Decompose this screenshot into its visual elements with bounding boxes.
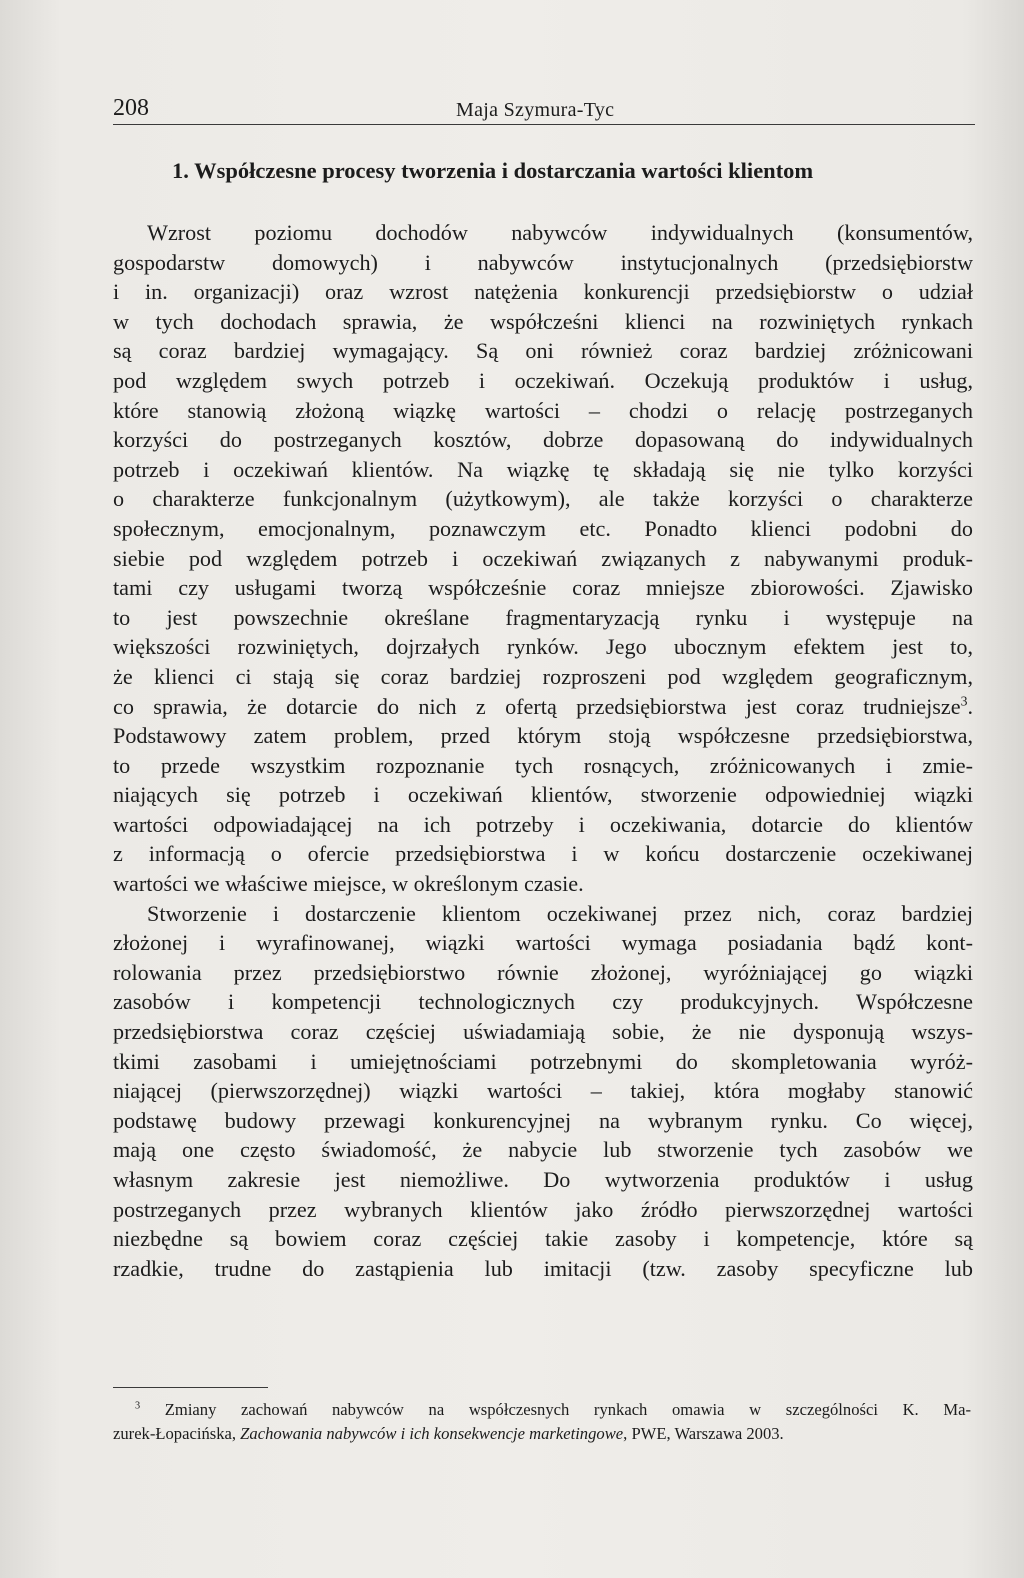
body-line: niezbędne są bowiem coraz częściej takie zasoby i kompetencje, które są: [113, 1226, 973, 1252]
footnote-reference[interactable]: 3: [960, 693, 968, 709]
footnote-rule: [113, 1387, 268, 1388]
footnote-text: , PWE, Warszawa 2003.: [623, 1424, 784, 1443]
footnote-line: [113, 1422, 971, 1446]
body-line: mają one często świadomość, że nabycie lub stworzenie tych zasobów we: [113, 1137, 973, 1163]
page-header: [113, 94, 975, 124]
body-line: tkimi zasobami i umiejętnościami potrzebnymi do skompletowania wyróż-: [113, 1048, 973, 1074]
body-line-text: co sprawia, że dotarcie do nich z ofertą przedsiębiorstwa jest coraz trudniejsze: [113, 693, 961, 719]
body-line: pod względem swych potrzeb i oczekiwań. Oczekują produktów i usług,: [113, 367, 973, 393]
body-line: postrzeganych przez wybranych klientów jako źródło pierwszorzędnej wartości: [113, 1196, 973, 1222]
header-rule: [113, 124, 975, 125]
body-line: są coraz bardziej wymagający. Są oni również coraz bardziej zróżnicowani: [113, 338, 973, 364]
body-line: niającej (pierwszorzędnej) wiązki wartości – takiej, która mogłaby stanowić: [113, 1078, 973, 1104]
body-line: własnym zakresie jest niemożliwe. Do wytworzenia produktów i usług: [113, 1167, 973, 1192]
body-text: [113, 218, 973, 1283]
body-line: większości rozwiniętych, dojrzałych rynków. Jego ubocznym efektem jest to,: [113, 634, 973, 660]
body-line: korzyści do postrzeganych kosztów, dobrze dopasowaną do indywidualnych: [113, 427, 973, 453]
body-line: przedsiębiorstwa coraz częściej uświadamiają sobie, że nie dysponują wszys-: [113, 1019, 973, 1045]
footnote: [113, 1398, 971, 1446]
page-number: 208: [113, 95, 149, 121]
body-line: społecznym, emocjonalnym, poznawczym etc. Ponadto klienci podobni do: [113, 515, 973, 541]
body-line: podstawę budowy przewagi konkurencyjnej na wybranym rynku. Co więcej,: [113, 1107, 973, 1133]
body-line: w tych dochodach sprawia, że współcześni klienci na rozwiniętych rynkach: [113, 308, 973, 334]
body-line: wartości odpowiadającej na ich potrzeby i oczekiwania, dotarcie do klientów: [113, 811, 973, 837]
sentence-end: .: [967, 693, 973, 719]
section-title: 1. Współczesne procesy tworzenia i dostarczania wartości klientom: [172, 158, 814, 183]
body-line: że klienci ci stają się coraz bardziej rozproszeni pod względem geograficznym,: [113, 663, 973, 689]
body-line: które stanowią złożoną wiązkę wartości – chodzi o relację postrzeganych: [113, 397, 973, 423]
footnote-text: Zmiany zachowań nabywców na współczesnych rynkach omawia w szczególności K. Ma-: [164, 1400, 971, 1419]
body-line: wartości we właściwe miejsce, w określonym czasie.: [113, 871, 584, 897]
footnote-line: [113, 1398, 971, 1422]
body-line: Stworzenie i dostarczenie klientom oczekiwanej przez nich, coraz bardziej: [147, 900, 973, 926]
body-line: o charakterze funkcjonalnym (użytkowym), ale także korzyści o charakterze: [113, 486, 973, 512]
body-line: z informacją o ofercie przedsiębiorstwa i w końcu dostarczenie oczekiwanej: [113, 841, 973, 867]
footnote-number: 3: [135, 1400, 141, 1412]
footnote-text: zurek-Łopacińska,: [113, 1424, 241, 1443]
footnote-book-title: Zachowania nabywców i ich konsekwencje marketingowe: [240, 1424, 624, 1443]
body-line: niających się potrzeb i oczekiwań klientów, stworzenie odpowiedniej wiązki: [113, 782, 973, 808]
body-line: to jest powszechnie określane fragmentaryzacją rynku i występuje na: [113, 604, 973, 630]
running-head-author: Maja Szymura-Tyc: [456, 99, 615, 121]
body-line: i in. organizacji) oraz wzrost natężenia konkurencji przedsiębiorstw o udział: [113, 279, 973, 305]
body-line: tami czy usługami tworzą współcześnie coraz mniejsze zbiorowości. Zjawisko: [113, 575, 973, 601]
body-line: to przede wszystkim rozpoznanie tych rosnących, zróżnicowanych i zmie-: [113, 752, 973, 778]
body-line: siebie pod względem potrzeb i oczekiwań związanych z nabywanymi produk-: [113, 545, 973, 571]
body-line: rolowania przez przedsiębiorstwo równie złożonej, wyróżniającej go wiązki: [113, 959, 973, 985]
body-line: złożonej i wyrafinowanej, wiązki wartości wymaga posiadania bądź kont-: [113, 930, 973, 956]
body-line: gospodarstw domowych) i nabywców instytucjonalnych (przedsiębiorstw: [113, 249, 973, 275]
body-line: Podstawowy zatem problem, przed którym stoją współczesne przedsiębiorstwa,: [113, 723, 973, 749]
body-line: potrzeb i oczekiwań klientów. Na wiązkę tę składają się nie tylko korzyści: [113, 456, 973, 482]
body-line: Wzrost poziomu dochodów nabywców indywidualnych (konsumentów,: [147, 220, 973, 245]
body-line: rzadkie, trudne do zastąpienia lub imitacji (tzw. zasoby specyficzne lub: [113, 1255, 973, 1281]
body-line-with-footnote-ref: [113, 692, 973, 722]
body-line: zasobów i kompetencji technologicznych czy produkcyjnych. Współczesne: [113, 989, 973, 1015]
